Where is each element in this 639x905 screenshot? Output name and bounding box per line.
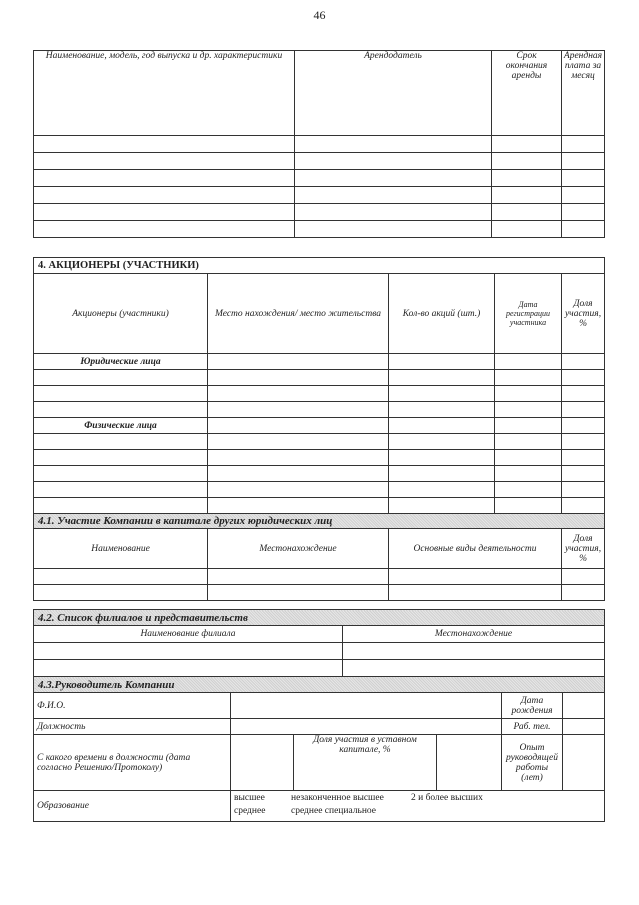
education-options <box>231 791 605 822</box>
cell[interactable] <box>562 354 605 370</box>
share-field[interactable] <box>437 735 502 791</box>
work-phone-label: Раб. тел. <box>502 719 563 735</box>
cell[interactable] <box>562 498 605 514</box>
cell[interactable] <box>389 585 562 601</box>
cell[interactable] <box>495 482 562 498</box>
cell[interactable] <box>208 386 389 402</box>
edu-option-two-higher[interactable]: 2 и более высших <box>411 793 483 803</box>
cell[interactable] <box>492 170 562 187</box>
birth-date-label: Дата рождения <box>502 693 563 719</box>
cell[interactable] <box>562 221 605 238</box>
cell[interactable] <box>208 498 389 514</box>
cell[interactable] <box>34 660 343 677</box>
edu-option-higher[interactable]: высшее <box>234 793 265 803</box>
cell[interactable] <box>34 386 208 402</box>
cell[interactable] <box>562 482 605 498</box>
cell[interactable] <box>295 153 492 170</box>
cell[interactable] <box>562 386 605 402</box>
cell[interactable] <box>562 418 605 434</box>
share-label: Доля участия в уставном капитале, % <box>294 735 437 791</box>
lease-table <box>33 50 605 238</box>
lease-header-name: Наименование, модель, год выпуска и др. характеристики <box>34 51 295 136</box>
position-label: Должность <box>34 719 231 735</box>
cell[interactable] <box>492 153 562 170</box>
cell[interactable] <box>495 354 562 370</box>
edu-option-secondary[interactable]: среднее <box>234 806 266 816</box>
cell[interactable] <box>562 170 605 187</box>
cell[interactable] <box>495 434 562 450</box>
cell[interactable] <box>495 418 562 434</box>
cell[interactable] <box>389 498 495 514</box>
since-field[interactable] <box>231 735 294 791</box>
branches-table <box>33 609 605 677</box>
cell[interactable] <box>562 187 605 204</box>
education-label: Образование <box>34 791 231 822</box>
cell[interactable] <box>295 136 492 153</box>
branch-header-name: Наименование филиала <box>34 626 343 643</box>
cell[interactable] <box>495 466 562 482</box>
cell[interactable] <box>34 569 208 585</box>
cell[interactable] <box>495 498 562 514</box>
cell[interactable] <box>208 354 389 370</box>
cell[interactable] <box>492 221 562 238</box>
sh-header-share: Доля участия, % <box>562 274 605 354</box>
cell[interactable] <box>34 370 208 386</box>
cell[interactable] <box>389 354 495 370</box>
cell[interactable] <box>295 221 492 238</box>
cell[interactable] <box>295 187 492 204</box>
cell[interactable] <box>208 466 389 482</box>
part-header-share: Доля участия, % <box>562 529 605 569</box>
cell[interactable] <box>208 585 389 601</box>
part-header-activities: Основные виды деятельности <box>389 529 562 569</box>
cell[interactable] <box>34 402 208 418</box>
cell[interactable] <box>562 136 605 153</box>
cell[interactable] <box>208 418 389 434</box>
cell[interactable] <box>495 386 562 402</box>
cell[interactable] <box>562 450 605 466</box>
cell[interactable] <box>495 450 562 466</box>
cell[interactable] <box>562 585 605 601</box>
sh-header-shares: Кол-во акций (шт.) <box>389 274 495 354</box>
cell[interactable] <box>389 386 495 402</box>
position-field[interactable] <box>231 719 502 735</box>
page-number: 46 <box>313 8 326 22</box>
shareholders-table <box>33 257 605 601</box>
cell[interactable] <box>495 402 562 418</box>
lease-header-lessor: Арендодатель <box>295 51 492 136</box>
cell[interactable] <box>34 434 208 450</box>
cell[interactable] <box>208 482 389 498</box>
experience-label: Опыт руководящей работы (лет) <box>502 735 563 791</box>
cell[interactable] <box>34 482 208 498</box>
cell[interactable] <box>34 450 208 466</box>
cell[interactable] <box>389 434 495 450</box>
lease-header-term: Срок окончания аренды <box>492 51 562 136</box>
cell[interactable] <box>34 585 208 601</box>
work-phone-field[interactable] <box>563 719 605 735</box>
cell[interactable] <box>34 643 343 660</box>
sh-header-location: Место нахождения/ место жительства <box>208 274 389 354</box>
cell[interactable] <box>389 450 495 466</box>
section-title-shareholders: 4. АКЦИОНЕРЫ (УЧАСТНИКИ) <box>34 258 605 274</box>
since-label: С какого времени в должности (дата согласно Решению/Протоколу) <box>34 735 231 791</box>
cell[interactable] <box>562 466 605 482</box>
head-table <box>33 676 605 822</box>
cell[interactable] <box>34 187 295 204</box>
cell[interactable] <box>389 569 562 585</box>
section-title-participation: 4.1. Участие Компании в капитале других юридических лиц <box>34 514 605 529</box>
cell[interactable] <box>208 434 389 450</box>
cell[interactable] <box>343 643 605 660</box>
cell[interactable] <box>295 204 492 221</box>
cell[interactable] <box>389 482 495 498</box>
cell[interactable] <box>389 402 495 418</box>
experience-field[interactable] <box>563 735 605 791</box>
section-title-head: 4.3.Руководитель Компании <box>34 677 605 693</box>
edu-option-secondary-special[interactable]: среднее специальное <box>291 806 377 816</box>
cell[interactable] <box>492 136 562 153</box>
cell[interactable] <box>492 187 562 204</box>
cell[interactable] <box>562 370 605 386</box>
part-header-location: Местонахождение <box>208 529 389 569</box>
birth-date-field[interactable] <box>563 693 605 719</box>
part-header-name: Наименование <box>34 529 208 569</box>
cell[interactable] <box>34 136 295 153</box>
cell[interactable] <box>208 370 389 386</box>
cell[interactable] <box>562 204 605 221</box>
cell[interactable] <box>495 370 562 386</box>
cell[interactable] <box>34 153 295 170</box>
cell[interactable] <box>208 569 389 585</box>
cell[interactable] <box>389 466 495 482</box>
cell[interactable] <box>34 170 295 187</box>
cell[interactable] <box>34 221 295 238</box>
sh-header-reg-date: Дата регистрации участника <box>495 274 562 354</box>
cell[interactable] <box>389 418 495 434</box>
branch-header-location: Местонахождение <box>343 626 605 643</box>
edu-option-incomplete-higher[interactable]: незаконченное высшее <box>291 793 384 803</box>
cell[interactable] <box>343 660 605 677</box>
cell[interactable] <box>562 402 605 418</box>
cell[interactable] <box>492 204 562 221</box>
cell[interactable] <box>34 204 295 221</box>
section-title-branches: 4.2. Список филиалов и представительств <box>34 610 605 626</box>
cell[interactable] <box>208 402 389 418</box>
cell[interactable] <box>34 498 208 514</box>
cell[interactable] <box>562 153 605 170</box>
cell[interactable] <box>389 370 495 386</box>
cell[interactable] <box>208 450 389 466</box>
legal-entities-label: Юридические лица <box>34 354 208 370</box>
sh-header-holders: Акционеры (участники) <box>34 274 208 354</box>
cell[interactable] <box>34 466 208 482</box>
fio-label: Ф.И.О. <box>34 693 231 719</box>
lease-header-rent: Арендная плата за месяц <box>562 51 605 136</box>
individuals-label: Физические лица <box>34 418 208 434</box>
cell[interactable] <box>562 569 605 585</box>
cell[interactable] <box>562 434 605 450</box>
cell[interactable] <box>295 170 492 187</box>
fio-field[interactable] <box>231 693 502 719</box>
